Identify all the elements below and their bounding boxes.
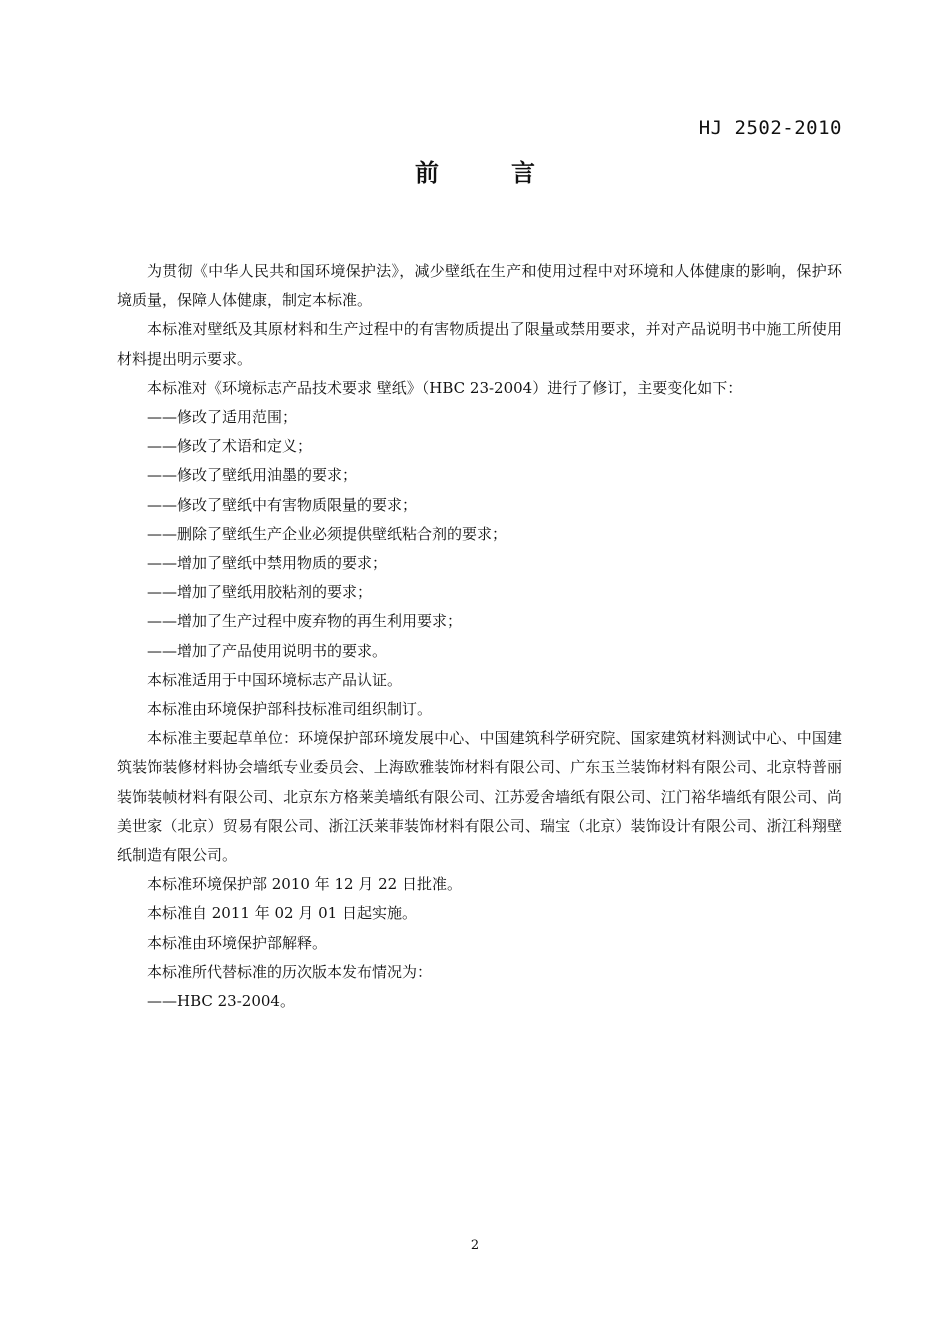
drafting-units-paragraph: 本标准主要起草单位：环境保护部环境发展中心、中国建筑科学研究院、国家建筑材料测试中心、中国建筑装饰装修材料协会墙纸专业委员会、上海欧雅装饰材料有限公司、广东玉兰装饰材料有限公司、北京特普丽装饰装帧材料有限公司、北京东方格莱美墙纸有限公司、江苏爱舍墙纸有限公司、江门裕华墙纸有限公司、尚美世家（北京）贸易有限公司、浙江沃莱菲装饰材料有限公司、瑞宝（北京）装饰设计有限公司、浙江科翔壁纸制造有限公司。 (117, 729, 842, 865)
change-list-item: ——增加了产品使用说明书的要求。 (147, 641, 388, 660)
change-list-item: ——修改了壁纸中有害物质限量的要求； (147, 495, 418, 514)
paragraph: 本标准由环境保护部科技标准司组织制订。 (147, 700, 433, 719)
paragraph: 本标准自 2011 年 02 月 01 日起实施。 (147, 904, 417, 923)
change-list-item: ——修改了壁纸用油墨的要求； (147, 466, 358, 485)
paragraph: 本标准环境保护部 2010 年 12 月 22 日批准。 (147, 875, 462, 894)
page-number: 2 (470, 1238, 480, 1253)
change-list-item: ——HBC 23-2004。 (147, 992, 295, 1011)
change-list-item: ——修改了术语和定义； (147, 437, 313, 456)
paragraph: 本标准所代替标准的历次版本发布情况为： (147, 962, 433, 981)
change-list-item: ——修改了适用范围； (147, 408, 298, 427)
change-list-item: ——删除了壁纸生产企业必须提供壁纸粘合剂的要求； (147, 524, 508, 543)
paragraph: 本标准对壁纸及其原材料和生产过程中的有害物质提出了限量或禁用要求，并对产品说明书中施工所使用材料提出明示要求。 (117, 320, 842, 368)
change-list-item: ——增加了生产过程中废弃物的再生利用要求； (147, 612, 463, 631)
foreword-body (117, 257, 842, 1016)
paragraph: 本标准适用于中国环境标志产品认证。 (147, 670, 403, 689)
page-title: 前言 (415, 159, 607, 187)
standard-code: HJ 2502-2010 (698, 117, 842, 139)
paragraph: 为贯彻《中华人民共和国环境保护法》，减少壁纸在生产和使用过程中对环境和人体健康的影响，保护环境质量，保障人体健康，制定本标准。 (117, 262, 842, 310)
paragraph: 本标准对《环境标志产品技术要求 壁纸》（HBC 23-2004）进行了修订，主要变化如下： (147, 378, 743, 397)
change-list-item: ——增加了壁纸中禁用物质的要求； (147, 554, 388, 573)
change-list-item: ——增加了壁纸用胶粘剂的要求； (147, 583, 373, 602)
paragraph: 本标准由环境保护部解释。 (147, 933, 328, 952)
